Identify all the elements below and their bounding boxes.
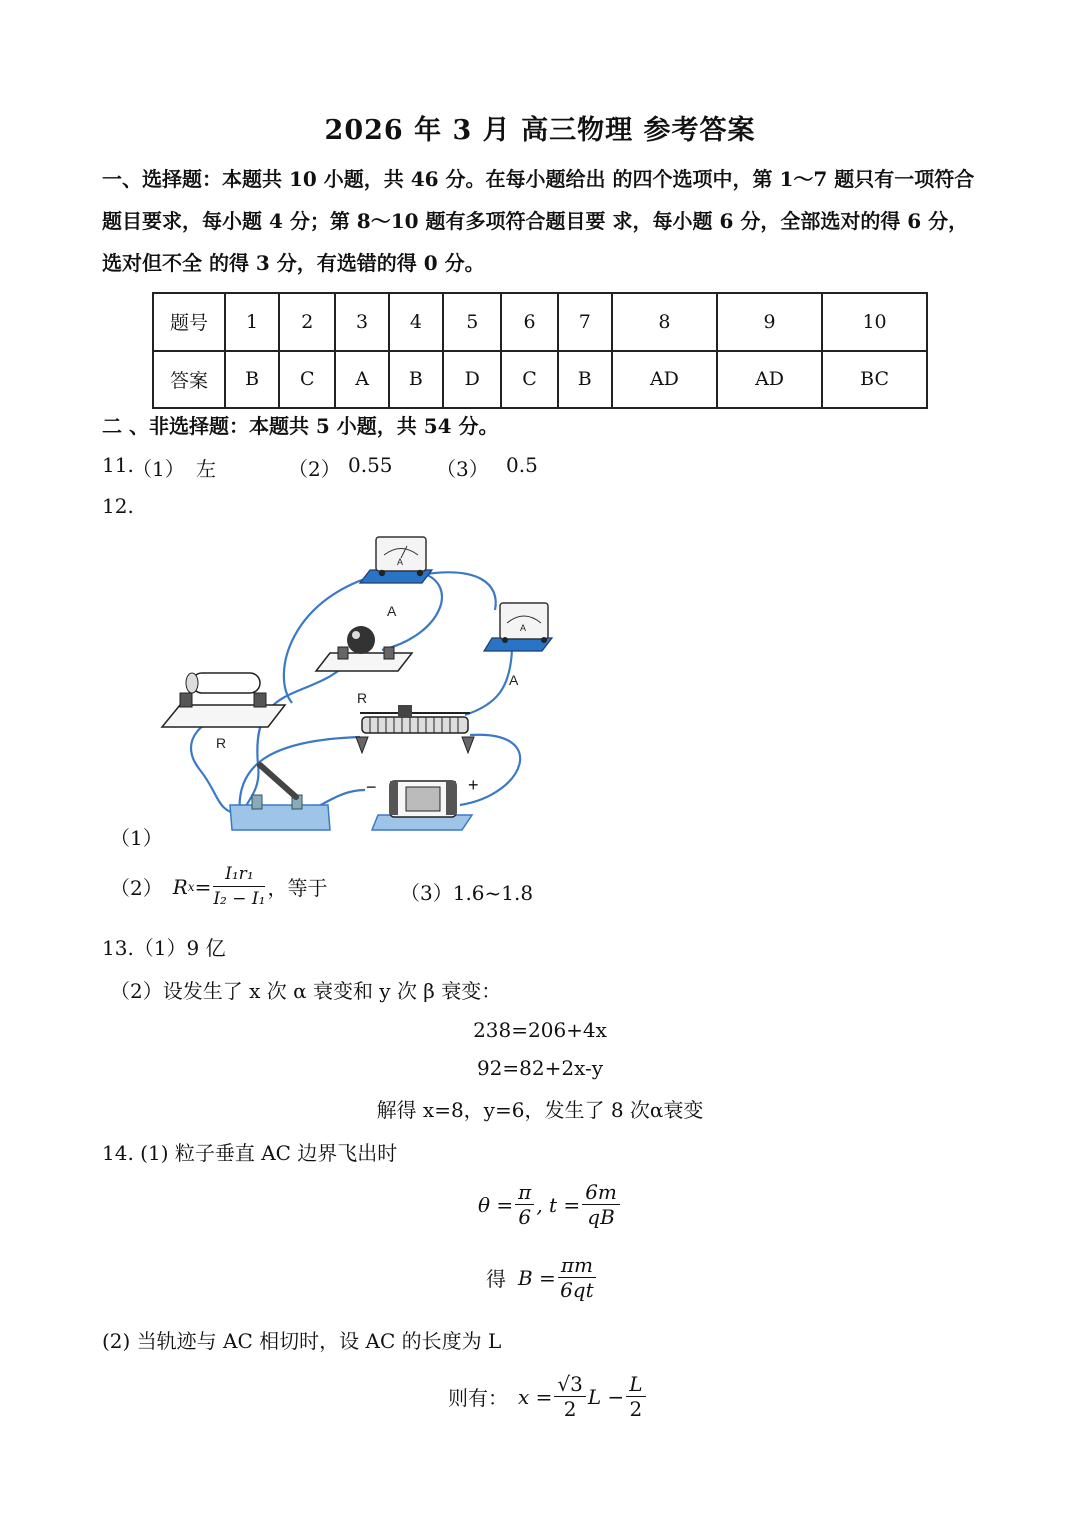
table-cell: AD: [612, 351, 717, 409]
table-header-cell: 题号: [153, 293, 225, 351]
resistor-center-label: R: [357, 690, 368, 706]
x-fraction-1: [554, 1372, 585, 1421]
table-cell: A: [335, 351, 388, 409]
ammeter-face-label: A: [397, 557, 404, 567]
table-cell: 1: [225, 293, 279, 351]
switch-icon: [230, 765, 330, 830]
answer-table: [152, 292, 928, 409]
table-cell: BC: [822, 351, 927, 409]
table-cell: 7: [558, 293, 612, 351]
table-cell: 10: [822, 293, 927, 351]
x-fraction-2: [626, 1372, 645, 1421]
table-cell: D: [443, 351, 502, 409]
q13-equation-2: 92=82+2x-y: [476, 1056, 604, 1080]
table-cell: B: [389, 351, 443, 409]
b-numerator: πm: [558, 1253, 596, 1278]
q11-part1-answer: 左: [196, 457, 216, 481]
q13-part1: 13.（1）9 亿: [102, 936, 226, 960]
ammeter-top-label: A: [387, 603, 397, 619]
rx-equals-text: ，等于: [267, 876, 328, 900]
table-cell: B: [225, 351, 279, 409]
ammeter-right-label: A: [509, 672, 519, 688]
rx-equals: =: [194, 874, 212, 899]
q11-number: 11.: [102, 453, 134, 477]
q12-part2-label: （2）: [110, 876, 163, 900]
table-row: [153, 293, 927, 351]
q11-part2-label: （2）: [288, 457, 341, 481]
lamp-resistor-icon: [316, 626, 412, 671]
l-minus: L −: [587, 1384, 625, 1409]
rx-numerator: I₁r₁: [213, 862, 265, 887]
q12-number: 12.: [102, 494, 134, 518]
t-denominator: qB: [587, 1205, 615, 1229]
x-label: x =: [518, 1384, 553, 1409]
rx-denominator: I₂ − I₁: [213, 889, 266, 909]
table-cell: C: [279, 351, 335, 409]
q11-part1-label: （1）: [132, 457, 185, 481]
q11-part3-label: （3）: [436, 457, 489, 481]
resistor-left-icon: [162, 673, 285, 727]
q14-part2: (2) 当轨迹与 AC 相切时，设 AC 的长度为 L: [102, 1329, 502, 1353]
ammeter-right-icon: [484, 603, 552, 651]
b-denominator: 6qt: [560, 1278, 594, 1302]
t-fraction: [582, 1180, 620, 1229]
section2-heading: 二 、非选择题：本题共 5 小题，共 54 分。: [102, 414, 499, 438]
q12-part1-label: （1）: [110, 826, 163, 850]
table-cell: 6: [501, 293, 557, 351]
circuit-diagram: [150, 525, 590, 840]
table-cell: 2: [279, 293, 335, 351]
section1-instructions: 一、选择题：本题共 10 小题，共 46 分。在每小题给出 的四个选项中，第 1～7 题只有一项符合题目要求，每小题 4 分；第 8～10 题有多项符合题目要 求，每小题 6 分，全部选对的得 6 分，选对但不全 的得 3 分，有选错的得 0 分。: [102, 167, 975, 275]
table-cell: 3: [335, 293, 388, 351]
theta-fraction: [515, 1180, 534, 1229]
q12-part2: [110, 862, 327, 911]
table-cell: 4: [389, 293, 443, 351]
rx-symbol: R: [172, 874, 188, 899]
q12-part3: （3）1.6~1.8: [400, 881, 534, 905]
rheostat-icon: [356, 705, 474, 753]
ammeter-face-label: A: [520, 623, 527, 633]
theta-numerator: π: [515, 1180, 534, 1205]
t-numerator: 6m: [582, 1180, 620, 1205]
table-row: [153, 351, 927, 409]
page-title: 2026 年 3 月 高三物理 参考答案: [324, 115, 756, 146]
q13-part2: （2）设发生了 x 次 α 衰变和 y 次 β 衰变：: [110, 979, 502, 1003]
minus-sign: −: [366, 777, 377, 797]
table-cell: 9: [717, 293, 822, 351]
de-label: 得: [486, 1267, 506, 1291]
b-label: B =: [518, 1265, 556, 1290]
x-denominator-2: 2: [629, 1397, 643, 1421]
ammeter-top-icon: [360, 537, 432, 583]
t-label: , t =: [536, 1192, 581, 1217]
sqrt3-numerator: √3: [554, 1372, 585, 1397]
table-cell: C: [501, 351, 557, 409]
q14-part1: 14. (1) 粒子垂直 AC 边界飞出时: [102, 1141, 398, 1165]
zeyou-label: 则有：: [448, 1386, 508, 1410]
q14-b-equation: [486, 1253, 598, 1302]
l-numerator: L: [626, 1372, 645, 1397]
table-cell: B: [558, 351, 612, 409]
table-cell: 8: [612, 293, 717, 351]
theta-denominator: 6: [518, 1205, 532, 1229]
q13-equation-1: 238=206+4x: [473, 1018, 607, 1042]
resistor-left-label: R: [216, 735, 227, 751]
plus-sign: +: [468, 775, 479, 795]
q14-theta-equation: [478, 1180, 622, 1229]
theta-label: θ =: [478, 1192, 514, 1217]
q14-x-equation: [448, 1372, 648, 1421]
b-fraction: [558, 1253, 596, 1302]
x-denominator-1: 2: [563, 1397, 577, 1421]
table-header-cell: 答案: [153, 351, 225, 409]
table-cell: AD: [717, 351, 822, 409]
battery-icon: [366, 775, 479, 830]
rx-subscript: x: [187, 879, 195, 894]
q11-part2-answer: 0.55: [348, 453, 393, 477]
q11-part3-answer: 0.5: [506, 453, 538, 477]
q13-result: 解得 x=8，y=6，发生了 8 次α衰变: [376, 1098, 704, 1122]
rx-fraction: [213, 862, 265, 911]
table-cell: 5: [443, 293, 502, 351]
